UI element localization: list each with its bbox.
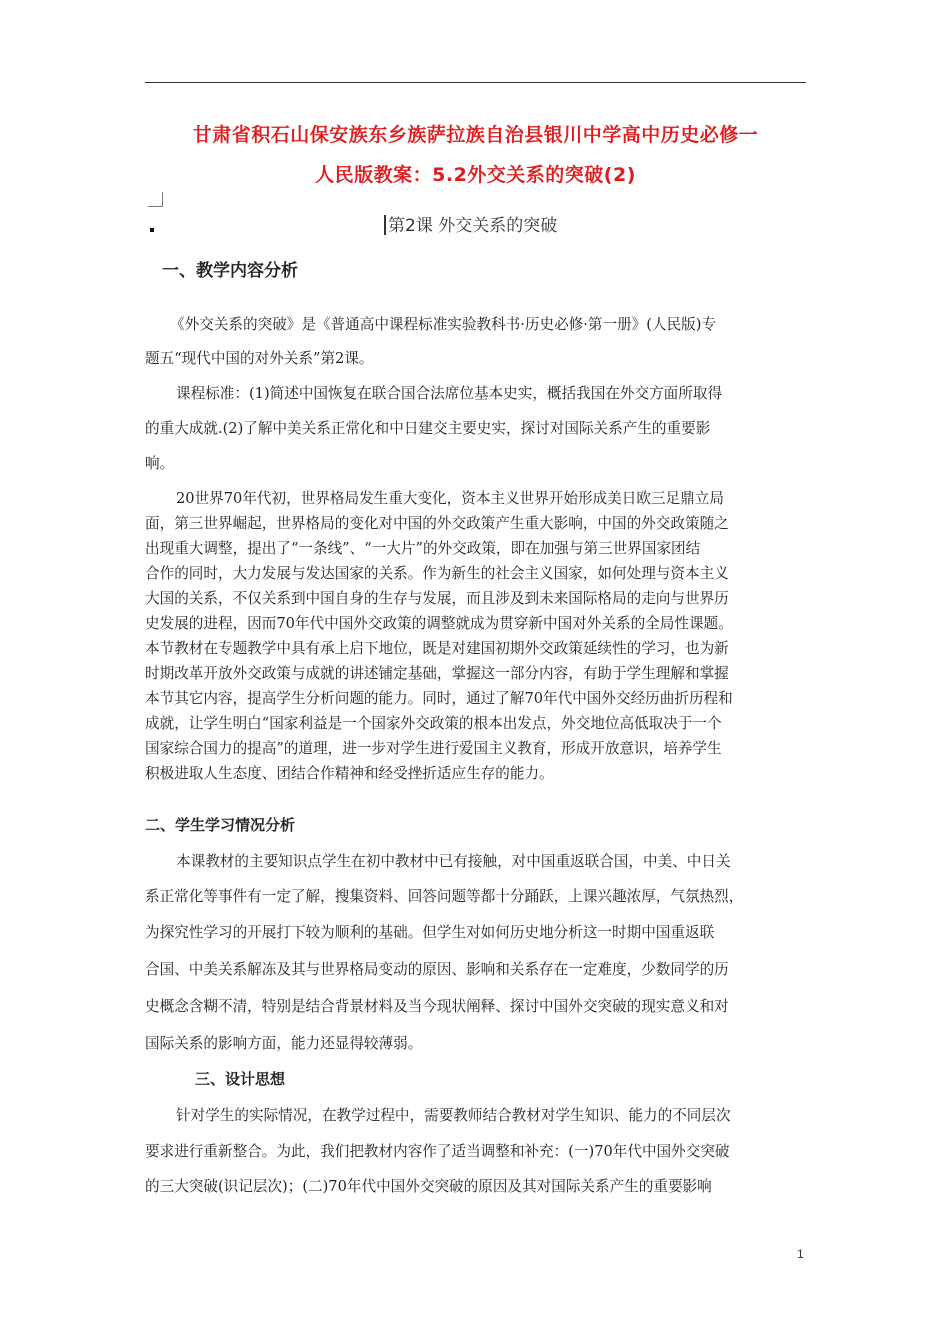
text-cursor — [384, 215, 386, 235]
bullet-marker — [150, 228, 154, 232]
section-heading-design-ideas: 三、设计思想 — [195, 1070, 286, 1088]
section-heading-content-analysis: 一、教学内容分析 — [162, 261, 298, 281]
lesson-title-text: 第2课 外交关系的突破 — [388, 216, 558, 236]
paragraph-line: 为探究性学习的开展打下较为顺利的基础。但学生对如何历史地分析这一时期中国重返联 — [145, 924, 715, 941]
paragraph-line: 本节教材在专题教学中具有承上启下地位，既是对建国初期外交政策延续性的学习，也为新 — [145, 640, 729, 657]
paragraph-line: 响。 — [145, 455, 175, 472]
lesson-title — [384, 211, 557, 236]
paragraph-line: 本课教材的主要知识点学生在初中教材中已有接触，对中国重返联合国，中美、中日关 — [176, 853, 731, 870]
paragraph-line: 国际关系的影响方面，能力还显得较薄弱。 — [145, 1035, 423, 1052]
paragraph-line: 史发展的进程，因而70年代中国外交政策的调整就成为贯穿新中国对外关系的全局性课题。 — [145, 615, 733, 632]
document-title-line-1: 甘肃省积石山保安族东乡族萨拉族自治县银川中学高中历史必修一 — [192, 124, 759, 146]
paragraph-line: 大国的关系，不仅关系到中国自身的生存与发展，而且涉及到未来国际格局的走向与世界历 — [145, 590, 729, 607]
paragraph-line: 成就，让学生明白“国家利益是一个国家外交政策的根本出发点，外交地位高低取决于一个 — [145, 715, 722, 732]
paragraph-line: 积极进取人生态度、团结合作精神和经受挫折适应生存的能力。 — [145, 765, 554, 782]
header-rule — [145, 82, 806, 83]
paragraph-line: 《外交关系的突破》是《普通高中课程标准实验教科书·历史必修·第一册》(人民版)专 — [170, 316, 717, 333]
paragraph-line: 系正常化等事件有一定了解，搜集资料、回答问题等都十分踊跃，上课兴趣浓厚，气氛热烈， — [145, 888, 744, 905]
paragraph-line: 合国、中美关系解冻及其与世界格局变动的原因、影响和关系存在一定难度，少数同学的历 — [145, 961, 729, 978]
paragraph-line: 合作的同时，大力发展与发达国家的关系。作为新生的社会主义国家，如何处理与资本主义 — [145, 565, 729, 582]
paragraph-line: 的重大成就.(2)了解中美关系正常化和中日建交主要史实，探讨对国际关系产生的重要影 — [145, 420, 711, 437]
paragraph-line: 面，第三世界崛起，世界格局的变化对中国的外交政策产生重大影响，中国的外交政策随之 — [145, 515, 729, 532]
paragraph-line: 要求进行重新整合。为此，我们把教材内容作了适当调整和补充：(一)70年代中国外交突破 — [145, 1143, 730, 1160]
paragraph-line: 本节其它内容，提高学生分析问题的能力。同时，通过了解70年代中国外交经历曲折历程和 — [145, 690, 733, 707]
paragraph-line: 出现重大调整，提出了“一条线”、“一大片”的外交政策，即在加强与第三世界国家团结 — [145, 540, 701, 557]
document-title-line-2: 人民版教案：5.2外交关系的突破(2) — [315, 164, 636, 186]
page-number: 1 — [797, 1247, 804, 1261]
paragraph-line: 史概念含糊不清，特别是结合背景材料及当今现状阐释、探讨中国外交突破的现实意义和对 — [145, 998, 729, 1015]
corner-mark — [148, 192, 163, 207]
paragraph-line: 20世界70年代初，世界格局发生重大变化，资本主义世界开始形成美日欧三足鼎立局 — [176, 490, 724, 507]
paragraph-line: 时期改革开放外交政策与成就的讲述铺定基础，掌握这一部分内容，有助于学生理解和掌握 — [145, 665, 729, 682]
paragraph-line: 国家综合国力的提高”的道理，进一步对学生进行爱国主义教育，形成开放意识，培养学生 — [145, 740, 722, 757]
section-heading-student-analysis: 二、学生学习情况分析 — [145, 816, 296, 834]
paragraph-line: 题五“现代中国的对外关系”第2课。 — [145, 350, 374, 367]
paragraph-line: 的三大突破(识记层次)；(二)70年代中国外交突破的原因及其对国际关系产生的重要影响 — [145, 1178, 712, 1195]
paragraph-line: 针对学生的实际情况，在教学过程中，需要教师结合教材对学生知识、能力的不同层次 — [176, 1107, 731, 1124]
paragraph-line: 课程标准：(1)简述中国恢复在联合国合法席位基本史实，概括我国在外交方面所取得 — [176, 385, 723, 402]
